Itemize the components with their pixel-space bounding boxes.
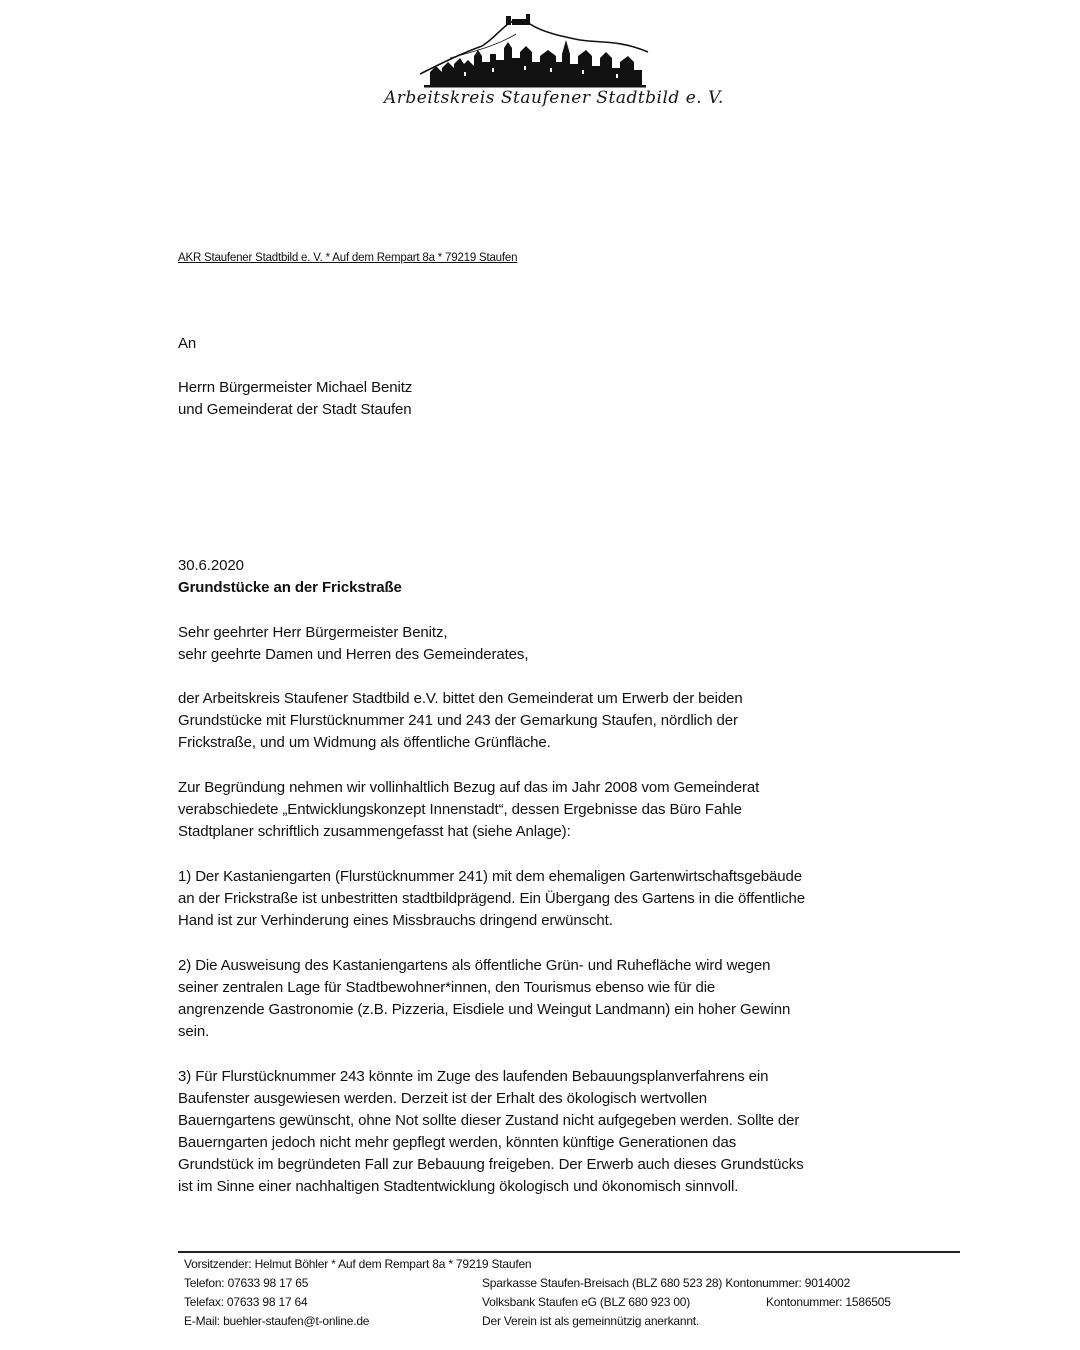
paragraph-line: der Arbeitskreis Staufener Stadtbild e.V. bittet den Gemeinderat um Erwerb der beiden <box>178 690 743 707</box>
paragraph-line: seiner zentralen Lage für Stadtbewohner*innen, den Tourismus ebenso wie für die <box>178 979 716 996</box>
paragraph-line: Grundstücke mit Flurstücknummer 241 und 243 der Gemarkung Staufen, nördlich der <box>178 712 738 729</box>
footer-chairman: Vorsitzender: Helmut Böhler * Auf dem Rempart 8a * 79219 Staufen <box>184 1257 532 1271</box>
recipient-line-2: und Gemeinderat der Stadt Staufen <box>178 401 412 418</box>
footer-email: E-Mail: buehler-staufen@t-online.de <box>184 1314 370 1328</box>
footer-bank-1: Sparkasse Staufen-Breisach (BLZ 680 523 28) Kontonummer: 9014002 <box>482 1276 851 1290</box>
letter-subject: Grundstücke an der Frickstraße <box>178 579 402 596</box>
paragraph-line: Bauerngartens gewünscht, ohne Not sollte dieser Zustand nicht aufgegeben werden. Sollte der <box>178 1112 800 1129</box>
footer-charity-note: Der Verein ist als gemeinnützig anerkannt. <box>482 1314 700 1328</box>
paragraph-line: angrenzende Gastronomie (z.B. Pizzeria, Eisdiele und Weingut Landmann) ein hoher Gewinn <box>178 1001 791 1018</box>
paragraph-line: 2) Die Ausweisung des Kastaniengartens als öffentliche Grün- und Ruhefläche wird wegen <box>178 957 771 974</box>
paragraph-line: verabschiedete „Entwicklungskonzept Innenstadt“, dessen Ergebnisse das Büro Fahle <box>178 801 742 818</box>
footer-bank-2-account: Kontonummer: 1586505 <box>766 1295 891 1309</box>
paragraph-line: sein. <box>178 1023 210 1040</box>
salutation-line: sehr geehrte Damen und Herren des Gemeinderates, <box>178 646 529 663</box>
paragraph-line: 1) Der Kastaniengarten (Flurstücknummer 241) mit dem ehemaligen Gartenwirtschaftsgebäude <box>178 868 802 885</box>
letter-date: 30.6.2020 <box>178 557 244 574</box>
paragraph-line: Stadtplaner schriftlich zusammengefasst hat (siehe Anlage): <box>178 823 571 840</box>
paragraph-line: Bauerngarten jedoch nicht mehr gepflegt werden, könnten künftige Generationen das <box>178 1134 737 1151</box>
organization-name: Arbeitskreis Staufener Stadtbild e. V. <box>384 88 724 108</box>
footer-phone: Telefon: 07633 98 17 65 <box>184 1276 309 1290</box>
paragraph-line: ist im Sinne einer nachhaltigen Stadtentwicklung ökologisch und ökonomisch sinnvoll. <box>178 1178 739 1195</box>
footer-fax: Telefax: 07633 98 17 64 <box>184 1295 308 1309</box>
paragraph-line: an der Frickstraße ist unbestritten stadtbildprägend. Ein Übergang des Gartens in die öffentliche <box>178 890 806 907</box>
paragraph-line: Grundstück im begründeten Fall zur Bebauung freigeben. Der Erwerb auch dieses Grundstücks <box>178 1156 804 1173</box>
recipient-line-1: Herrn Bürgermeister Michael Benitz <box>178 379 413 396</box>
castle-town-logo <box>420 10 650 92</box>
recipient-to: An <box>178 335 197 352</box>
paragraph-line: Hand ist zur Verhinderung eines Missbrauchs dringend erwünscht. <box>178 912 613 929</box>
paragraph-line: Zur Begründung nehmen wir vollinhaltlich Bezug auf das im Jahr 2008 vom Gemeinderat <box>178 779 760 796</box>
paragraph-line: Frickstraße, und um Widmung als öffentliche Grünfläche. <box>178 734 551 751</box>
paragraph-line: 3) Für Flurstücknummer 243 könnte im Zuge des laufenden Bebauungsplanverfahrens ein <box>178 1068 769 1085</box>
footer-bank-2-name: Volksbank Staufen eG (BLZ 680 923 00) <box>482 1295 691 1309</box>
salutation-line: Sehr geehrter Herr Bürgermeister Benitz, <box>178 624 448 641</box>
sender-address-line: AKR Staufener Stadtbild e. V. * Auf dem Rempart 8a * 79219 Staufen <box>178 252 518 264</box>
footer-divider <box>178 1251 960 1253</box>
paragraph-line: Baufenster ausgewiesen werden. Derzeit ist der Erhalt des ökologisch wertvollen <box>178 1090 708 1107</box>
